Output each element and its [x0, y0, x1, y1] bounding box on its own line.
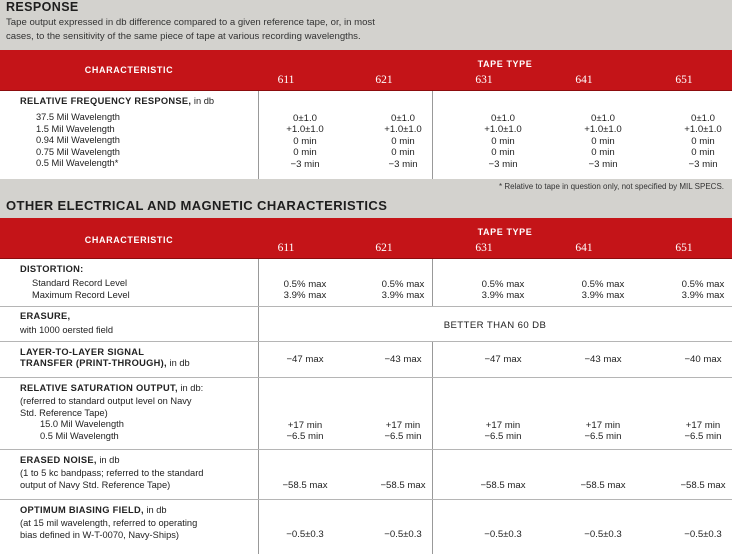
biasing-note: (at 15 mil wavelength, referred to operating	[20, 518, 198, 529]
response-unit: in db	[191, 96, 215, 106]
distortion-title: DISTORTION:	[20, 264, 84, 274]
header-col-641: 641	[575, 74, 593, 86]
distortion-sub: Standard Record Level	[32, 278, 128, 289]
cell: 3.9% max	[283, 290, 327, 302]
cell-group	[356, 420, 450, 443]
response-values-611	[258, 113, 352, 170]
cell: +1.0±1.0	[384, 124, 422, 136]
header-tape-type: TAPE TYPE	[477, 227, 533, 237]
cell: −0.5±0.3	[286, 529, 324, 540]
table-row-erased-noise	[0, 450, 732, 500]
intro-line-2: cases, to the sensitivity of the same piece of tape at various recording wavelengths.	[6, 31, 361, 42]
saturation-unit: in db:	[177, 383, 204, 393]
header-col-641: 641	[575, 242, 593, 254]
cell: −3 min	[488, 158, 518, 170]
cell-group	[556, 420, 650, 443]
cell: +1.0±1.0	[584, 124, 622, 136]
section-title-other: OTHER ELECTRICAL AND MAGNETIC CHARACTERISTICS	[6, 198, 388, 213]
cell: −6.5 min	[286, 431, 324, 443]
header-tape-type: TAPE TYPE	[477, 59, 533, 69]
cell: +17 min	[585, 420, 621, 431]
table-row-layer-transfer	[0, 342, 732, 378]
biasing-unit: in db	[143, 505, 167, 515]
cell: 3.9% max	[381, 290, 425, 302]
cell-group	[456, 279, 550, 302]
cell: 3.9% max	[681, 290, 725, 302]
noise-unit: in db	[96, 455, 120, 465]
saturation-values	[258, 378, 732, 449]
erasure-sub: with 1000 oersted field	[20, 325, 114, 336]
cell-group	[356, 279, 450, 302]
response-row-label: 0.94 Mil Wavelength	[36, 135, 120, 146]
biasing-label	[20, 505, 197, 541]
cell: +17 min	[385, 420, 421, 431]
cell: +17 min	[485, 420, 521, 431]
cell: −58.5 max	[480, 480, 526, 491]
response-row-label: 37.5 Mil Wavelength	[36, 112, 120, 123]
cell: −0.5±0.3	[584, 529, 622, 540]
cell: −58.5 max	[580, 480, 626, 491]
cell: −0.5±0.3	[384, 529, 422, 540]
noise-note: (1 to 5 kc bandpass; referred to the standard	[20, 468, 204, 479]
saturation-label	[20, 383, 203, 442]
cell: −3 min	[290, 158, 320, 170]
cell: 0±1.0	[591, 113, 615, 124]
cell: +17 min	[287, 420, 323, 431]
cell: −6.5 min	[484, 431, 522, 443]
saturation-sub: 15.0 Mil Wavelength	[40, 419, 124, 430]
response-row-label: 0.75 Mil Wavelength	[36, 146, 120, 157]
layer-title-2: TRANSFER (PRINT-THROUGH),	[20, 358, 167, 369]
cell: −43 max	[584, 354, 622, 365]
table-header-other	[0, 218, 732, 258]
layer-values	[258, 342, 732, 377]
response-row-label: 1.5 Mil Wavelength	[36, 123, 115, 134]
saturation-note: Std. Reference Tape)	[20, 407, 108, 418]
distortion-label	[20, 264, 130, 301]
cell: 0.5% max	[681, 279, 725, 290]
saturation-sub: 0.5 Mil Wavelength	[40, 430, 119, 441]
cell: 0.5% max	[581, 279, 625, 290]
section-title-response: RESPONSE	[6, 0, 79, 14]
cell: −58.5 max	[680, 480, 726, 491]
cell-group	[456, 420, 550, 443]
cell: +1.0±1.0	[286, 124, 324, 136]
header-col-631: 631	[475, 242, 493, 254]
cell: 0±1.0	[491, 113, 515, 124]
header-col-611: 611	[277, 242, 295, 254]
response-title: RELATIVE FREQUENCY RESPONSE,	[20, 96, 192, 106]
erasure-value: BETTER THAN 60 DB	[443, 320, 547, 331]
cell: −6.5 min	[384, 431, 422, 443]
table-row-distortion	[0, 259, 732, 307]
cell: −6.5 min	[684, 431, 722, 443]
cell-group	[258, 279, 352, 302]
biasing-title: OPTIMUM BIASING FIELD,	[20, 505, 144, 515]
distortion-sub: Maximum Record Level	[32, 289, 130, 300]
saturation-note: (referred to standard output level on Navy	[20, 396, 192, 407]
cell: −43 max	[384, 354, 422, 365]
cell: −47 max	[286, 354, 324, 365]
header-characteristic: CHARACTERISTIC	[84, 65, 174, 75]
cell-group	[556, 279, 650, 302]
cell: 3.9% max	[581, 290, 625, 302]
cell: −40 max	[684, 354, 722, 365]
response-values-651	[656, 113, 732, 170]
biasing-note: bias defined in W-T-0070, Navy-Ships)	[20, 529, 179, 540]
intro-line-1: Tape output expressed in db difference compared to a given reference tape, or, in most	[6, 17, 375, 28]
response-values-621	[356, 113, 450, 170]
cell: 0 min	[691, 135, 715, 147]
cell-group	[656, 420, 732, 443]
cell: 0 min	[691, 147, 715, 159]
header-col-651: 651	[675, 74, 693, 86]
header-col-611: 611	[277, 74, 295, 86]
noise-title: ERASED NOISE,	[20, 455, 97, 465]
biasing-values	[258, 500, 732, 554]
cell: 0 min	[293, 135, 317, 147]
cell: 0.5% max	[381, 279, 425, 290]
saturation-title: RELATIVE SATURATION OUTPUT,	[20, 383, 178, 393]
cell: 0 min	[491, 147, 515, 159]
response-values-631	[456, 113, 550, 170]
cell: 0 min	[491, 135, 515, 147]
header-col-651: 651	[675, 242, 693, 254]
cell: 0±1.0	[293, 113, 317, 124]
cell: 0 min	[591, 135, 615, 147]
erasure-label	[20, 311, 113, 337]
cell: 0.5% max	[283, 279, 327, 290]
response-values-641	[556, 113, 650, 170]
cell-group	[258, 420, 352, 443]
response-panel	[0, 91, 732, 179]
noise-note: output of Navy Std. Reference Tape)	[20, 479, 171, 490]
response-values	[258, 91, 732, 179]
layer-unit: in db	[166, 358, 190, 369]
response-label	[20, 96, 214, 169]
cell: −47 max	[484, 354, 522, 365]
cell: −58.5 max	[282, 480, 328, 491]
header-col-621: 621	[375, 74, 393, 86]
cell: 0 min	[391, 135, 415, 147]
cell: −3 min	[588, 158, 618, 170]
cell: −3 min	[388, 158, 418, 170]
cell: +1.0±1.0	[684, 124, 722, 136]
cell-group	[656, 279, 732, 302]
noise-label	[20, 455, 203, 491]
header-col-631: 631	[475, 74, 493, 86]
cell: −0.5±0.3	[484, 529, 522, 540]
cell: −0.5±0.3	[684, 529, 722, 540]
noise-values	[258, 450, 732, 499]
cell: −6.5 min	[584, 431, 622, 443]
erasure-title: ERASURE,	[20, 311, 71, 321]
cell: −3 min	[688, 158, 718, 170]
cell: +17 min	[685, 420, 721, 431]
table-header-response	[0, 50, 732, 90]
header-col-621: 621	[375, 242, 393, 254]
layer-label	[20, 347, 190, 370]
response-footnote: * Relative to tape in question only, not specified by MIL SPECS.	[498, 182, 724, 191]
cell: −58.5 max	[380, 480, 426, 491]
cell: 0 min	[391, 147, 415, 159]
layer-title-1: LAYER-TO-LAYER SIGNAL	[20, 347, 145, 357]
cell: 0.5% max	[481, 279, 525, 290]
header-characteristic: CHARACTERISTIC	[84, 235, 174, 245]
cell: 3.9% max	[481, 290, 525, 302]
cell: 0 min	[293, 147, 317, 159]
table-row-erasure	[0, 307, 732, 342]
response-row-label: 0.5 Mil Wavelength*	[36, 158, 119, 169]
cell: +1.0±1.0	[484, 124, 522, 136]
table-row-saturation	[0, 378, 732, 450]
intro-text	[6, 16, 426, 44]
cell: 0 min	[591, 147, 615, 159]
distortion-values	[258, 259, 732, 306]
table-row-biasing	[0, 500, 732, 554]
other-panel	[0, 259, 732, 554]
cell: 0±1.0	[691, 113, 715, 124]
cell: 0±1.0	[391, 113, 415, 124]
